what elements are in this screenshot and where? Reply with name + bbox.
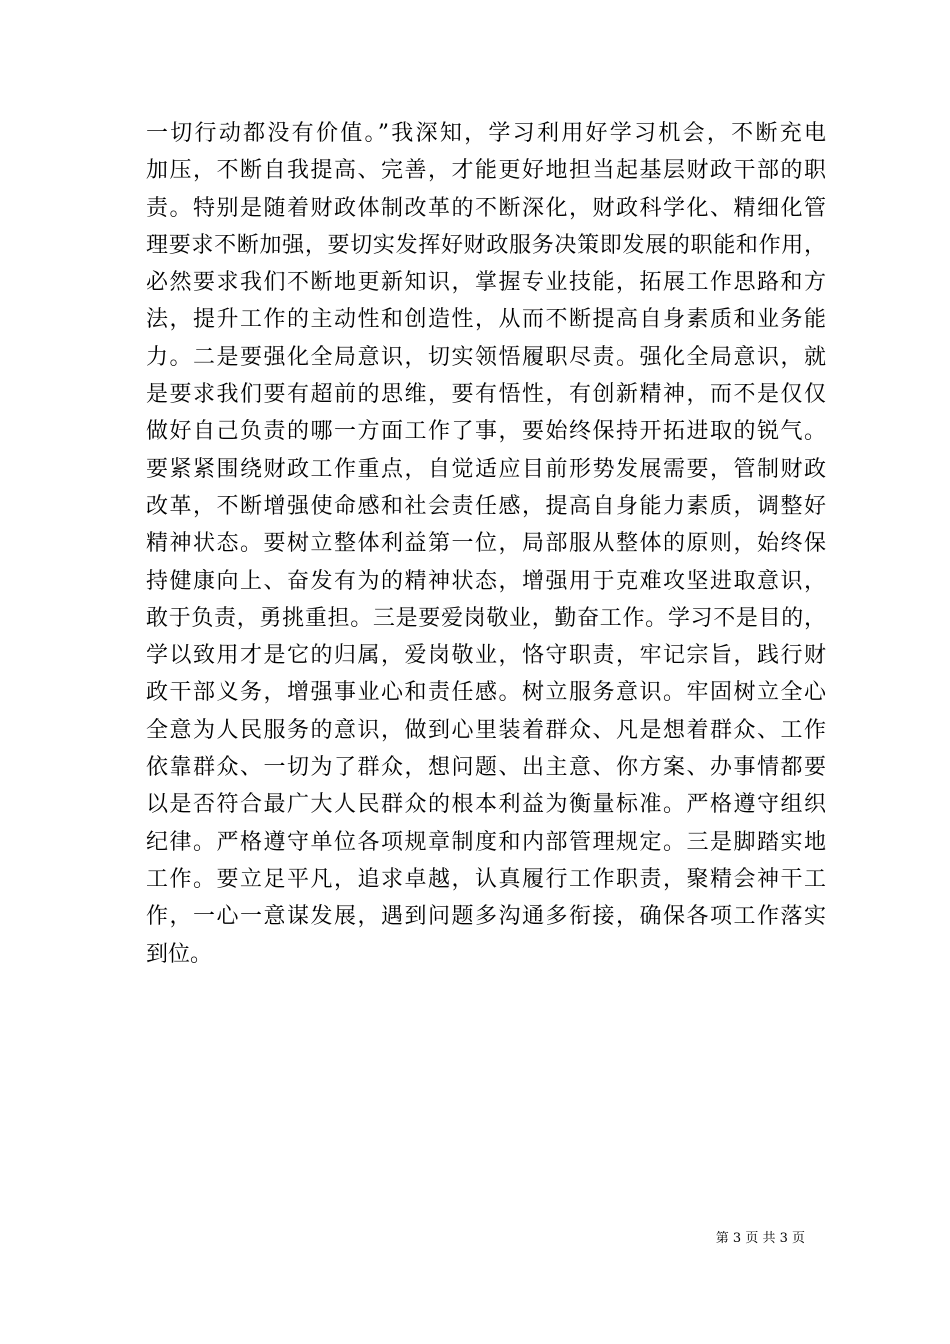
text-line: 全意为人民服务的意识，做到心里装着群众、凡是想着群众、工作	[146, 717, 826, 743]
text-line: 加压，不断自我提高、完善，才能更好地担当起基层财政干部的职	[146, 158, 826, 184]
text-line: 纪律。严格遵守单位各项规章制度和内部管理规定。三是脚踏实地	[146, 829, 826, 855]
text-line: 必然要求我们不断地更新知识，掌握专业技能，拓展工作思路和方	[146, 270, 826, 296]
text-line: 作，一心一意谋发展，遇到问题多沟通多衔接，确保各项工作落实	[146, 904, 826, 930]
text-line: 持健康向上、奋发有为的精神状态，增强用于克难攻坚进取意识，	[146, 568, 826, 594]
text-line: 一切行动都没有价值。”我深知，学习利用好学习机会，不断充电	[146, 121, 826, 146]
text-line: 学以致用才是它的归属，爱岗敬业，恪守职责，牢记宗旨，践行财	[146, 643, 826, 669]
text-line: 精神状态。要树立整体利益第一位，局部服从整体的原则，始终保	[146, 531, 826, 557]
text-line: 做好自己负责的哪一方面工作了事，要始终保持开拓进取的锐气。	[146, 419, 826, 445]
text-line: 要紧紧围绕财政工作重点，自觉适应目前形势发展需要，管制财政	[146, 456, 826, 482]
body-text	[146, 115, 826, 973]
text-line: 理要求不断加强，要切实发挥好财政服务决策即发展的职能和作用，	[146, 232, 826, 258]
text-line: 工作。要立足平凡，追求卓越，认真履行工作职责，聚精会神干工	[146, 866, 826, 892]
text-line: 责。特别是随着财政体制改革的不断深化，财政科学化、精细化管	[146, 195, 826, 221]
text-line: 以是否符合最广大人民群众的根本利益为衡量标准。严格遵守组织	[146, 792, 826, 818]
text-line: 力。二是要强化全局意识，切实领悟履职尽责。强化全局意识，就	[146, 344, 826, 370]
text-line: 改革，不断增强使命感和社会责任感，提高自身能力素质，调整好	[146, 493, 826, 519]
text-line: 依靠群众、一切为了群众，想问题、出主意、你方案、办事情都要	[146, 755, 826, 781]
text-line: 法，提升工作的主动性和创造性，从而不断提高自身素质和业务能	[146, 307, 826, 333]
text-line: 是要求我们要有超前的思维，要有悟性，有创新精神，而不是仅仅	[146, 382, 826, 408]
page-number: 第 3 页 共 3 页	[715, 1231, 805, 1246]
text-line: 政干部义务，增强事业心和责任感。树立服务意识。牢固树立全心	[146, 680, 826, 706]
text-line: 敢于负责，勇挑重担。三是要爱岗敬业，勤奋工作。学习不是目的，	[146, 605, 826, 631]
text-line: 到位。	[146, 941, 213, 967]
